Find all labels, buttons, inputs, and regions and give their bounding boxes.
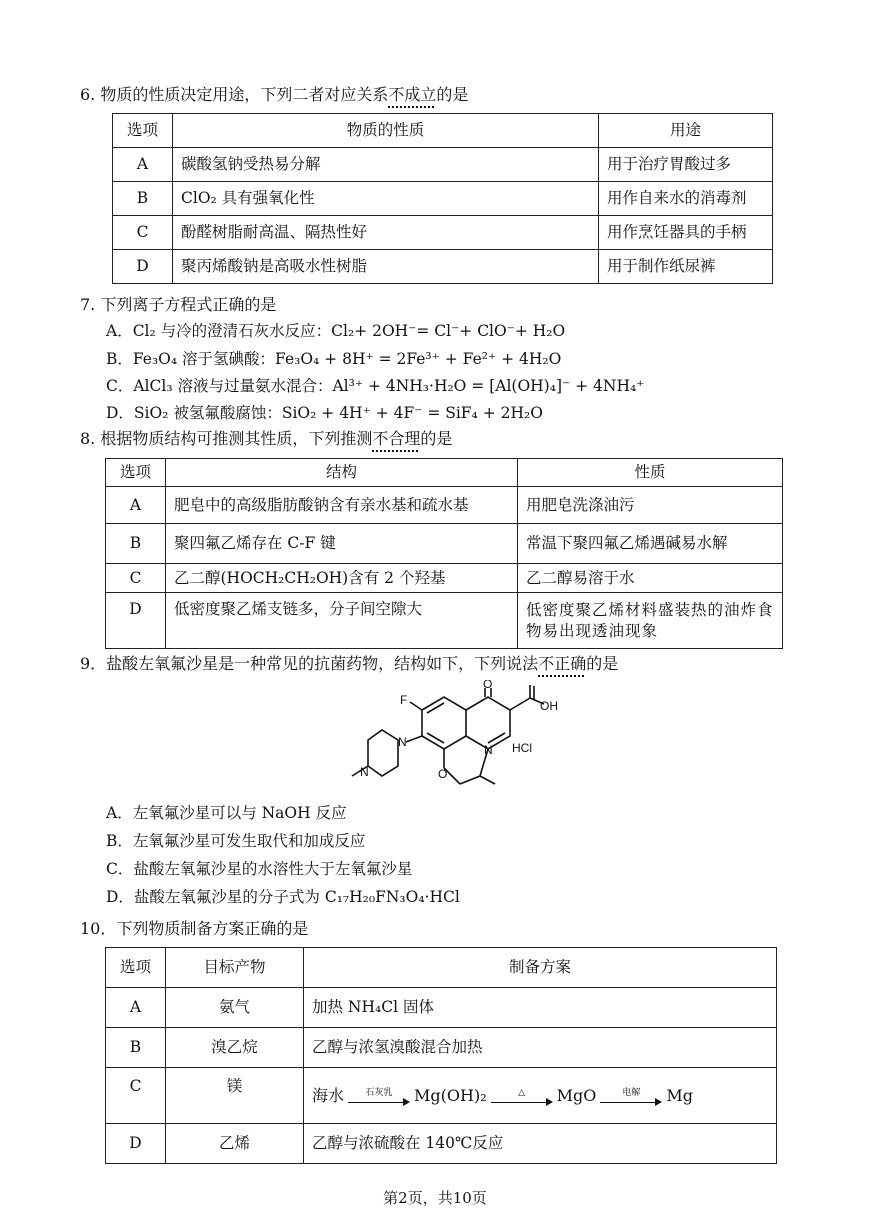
- method-cell: [304, 1068, 777, 1124]
- nitrogen-label: N: [484, 743, 493, 757]
- route-step: Mg: [666, 1085, 693, 1105]
- q9-stem: [80, 651, 618, 674]
- table-row: [106, 593, 783, 649]
- header-cell: 选项: [106, 459, 166, 487]
- ring-oxygen-label: O: [438, 767, 448, 781]
- q6-stem-end: 的是: [436, 85, 469, 104]
- table-row: [106, 1028, 777, 1068]
- q9-option-d: D．盐酸左氧氟沙星的分子式为 C₁₇H₂₀FN₃O₄·HCl: [106, 888, 460, 906]
- arrow-icon: [348, 1088, 410, 1106]
- table-header-row: [106, 459, 783, 487]
- fluorine-label: F: [400, 693, 408, 707]
- route-step: Mg(OH)₂: [414, 1085, 487, 1105]
- option-cell: B: [106, 1028, 166, 1068]
- property-cell: 聚丙烯酸钠是高吸水性树脂: [173, 250, 599, 284]
- use-cell: 用于制作纸尿裤: [599, 250, 773, 284]
- q9-stem-text: 9．盐酸左氧氟沙星是一种常见的抗菌药物，结构如下，下列说法: [80, 654, 539, 673]
- header-cell: 目标产物: [166, 948, 304, 988]
- option-cell: C: [106, 564, 166, 593]
- arrow-label: 石灰乳: [365, 1088, 393, 1099]
- q7-option-a: A．Cl₂ 与冷的澄清石灰水反应：Cl₂+ 2OH⁻= Cl⁻+ ClO⁻+ H₂O: [106, 322, 566, 340]
- hydroxyl-label: OH: [540, 699, 558, 713]
- option-cell: D: [113, 250, 173, 284]
- q6-table: [112, 113, 773, 284]
- option-cell: B: [113, 182, 173, 216]
- property-cell: 碳酸氢钠受热易分解: [173, 148, 599, 182]
- q6-stem-text: 6. 物质的性质决定用途，下列二者对应关系: [80, 85, 389, 104]
- carbonyl-oxygen-label: O: [483, 680, 493, 691]
- table-row: [113, 182, 773, 216]
- method-cell: 乙醇与浓氢溴酸混合加热: [304, 1028, 777, 1068]
- hcl-label: HCl: [512, 741, 532, 755]
- header-cell: 物质的性质: [173, 114, 599, 148]
- q7-option-c: C．AlCl₃ 溶液与过量氨水混合：Al³⁺ + 4NH₃·H₂O = [Al(OH)₄]⁻ + 4NH₄⁺: [106, 377, 645, 395]
- q6-stem: [80, 82, 468, 105]
- table-row: [106, 1124, 777, 1164]
- option-cell: C: [106, 1068, 166, 1124]
- header-cell: 性质: [518, 459, 783, 487]
- nitrogen-label: N: [398, 735, 407, 749]
- q9-option-b: B．左氧氟沙星可发生取代和加成反应: [106, 832, 366, 850]
- q9-option-c: C．盐酸左氧氟沙星的水溶性大于左氧氟沙星: [106, 860, 413, 878]
- structure-cell: 乙二醇(HOCH₂CH₂OH)含有 2 个羟基: [166, 564, 518, 593]
- structure-cell: 低密度聚乙烯支链多，分子间空隙大: [166, 593, 518, 649]
- product-cell: 镁: [166, 1068, 304, 1124]
- q8-stem-end: 的是: [420, 429, 453, 448]
- q7-stem: 7. 下列离子方程式正确的是: [80, 295, 277, 314]
- page-footer: 第2页，共10页: [383, 1189, 487, 1207]
- property-cell: ClO₂ 具有强氧化性: [173, 182, 599, 216]
- header-cell: 结构: [166, 459, 518, 487]
- header-cell: 选项: [106, 948, 166, 988]
- structure-cell: 聚四氟乙烯存在 C-F 键: [166, 524, 518, 564]
- product-cell: 溴乙烷: [166, 1028, 304, 1068]
- property-cell: 酚醛树脂耐高温、隔热性好: [173, 216, 599, 250]
- table-row: [106, 988, 777, 1028]
- q10-stem: 10．下列物质制备方案正确的是: [80, 919, 309, 938]
- q8-stem-text: 8. 根据物质结构可推测其性质，下列推测: [80, 429, 373, 448]
- q8-stem-emphasis: 不合理: [372, 429, 421, 448]
- table-row: [106, 487, 783, 524]
- table-row: [106, 524, 783, 564]
- option-cell: B: [106, 524, 166, 564]
- table-row: [113, 250, 773, 284]
- nitrogen-label: N: [360, 765, 369, 779]
- arrow-label: 电解: [622, 1088, 641, 1099]
- route-step: 海水: [312, 1085, 345, 1105]
- method-cell: 乙醇与浓硫酸在 140℃反应: [304, 1124, 777, 1164]
- product-cell: 氨气: [166, 988, 304, 1028]
- arrow-label: △: [518, 1088, 526, 1099]
- table-row: [106, 1068, 777, 1124]
- header-cell: 用途: [599, 114, 773, 148]
- arrow-icon: [491, 1088, 553, 1106]
- table-header-row: [106, 948, 777, 988]
- levofloxacin-structure: [330, 680, 570, 800]
- magnesium-route: [312, 1085, 768, 1107]
- q9-option-a: A．左氧氟沙星可以与 NaOH 反应: [106, 804, 347, 822]
- use-cell: 用于治疗胃酸过多: [599, 148, 773, 182]
- table-header-row: [113, 114, 773, 148]
- property-cell: 用肥皂洗涤油污: [518, 487, 783, 524]
- table-row: [113, 148, 773, 182]
- q8-stem: [80, 426, 452, 449]
- arrow-icon: [600, 1088, 662, 1106]
- q7-option-d: D．SiO₂ 被氢氟酸腐蚀：SiO₂ + 4H⁺ + 4F⁻ = SiF₄ + 2H₂O: [106, 404, 543, 422]
- q9-stem-end: 的是: [586, 654, 619, 673]
- q6-stem-emphasis: 不成立: [388, 85, 437, 104]
- option-cell: D: [106, 1124, 166, 1164]
- use-cell: 用作自来水的消毒剂: [599, 182, 773, 216]
- option-cell: A: [106, 487, 166, 524]
- use-cell: 用作烹饪器具的手柄: [599, 216, 773, 250]
- q9-stem-emphasis: 不正确: [538, 654, 587, 673]
- option-cell: A: [113, 148, 173, 182]
- header-cell: 制备方案: [304, 948, 777, 988]
- property-cell: 乙二醇易溶于水: [518, 564, 783, 593]
- table-row: [106, 564, 783, 593]
- q10-table: [105, 947, 777, 1164]
- option-cell: A: [106, 988, 166, 1028]
- option-cell: D: [106, 593, 166, 649]
- property-cell: 常温下聚四氟乙烯遇碱易水解: [518, 524, 783, 564]
- table-row: [113, 216, 773, 250]
- q7-option-b: B．Fe₃O₄ 溶于氢碘酸：Fe₃O₄ + 8H⁺ = 2Fe³⁺ + Fe²⁺ + 4H₂O: [106, 350, 562, 368]
- property-cell: 低密度聚乙烯材料盛装热的油炸食物易出现透油现象: [518, 593, 783, 649]
- option-cell: C: [113, 216, 173, 250]
- q8-table: [105, 458, 783, 649]
- method-cell: 加热 NH₄Cl 固体: [304, 988, 777, 1028]
- product-cell: 乙烯: [166, 1124, 304, 1164]
- route-step: MgO: [556, 1085, 597, 1105]
- structure-cell: 肥皂中的高级脂肪酸钠含有亲水基和疏水基: [166, 487, 518, 524]
- header-cell: 选项: [113, 114, 173, 148]
